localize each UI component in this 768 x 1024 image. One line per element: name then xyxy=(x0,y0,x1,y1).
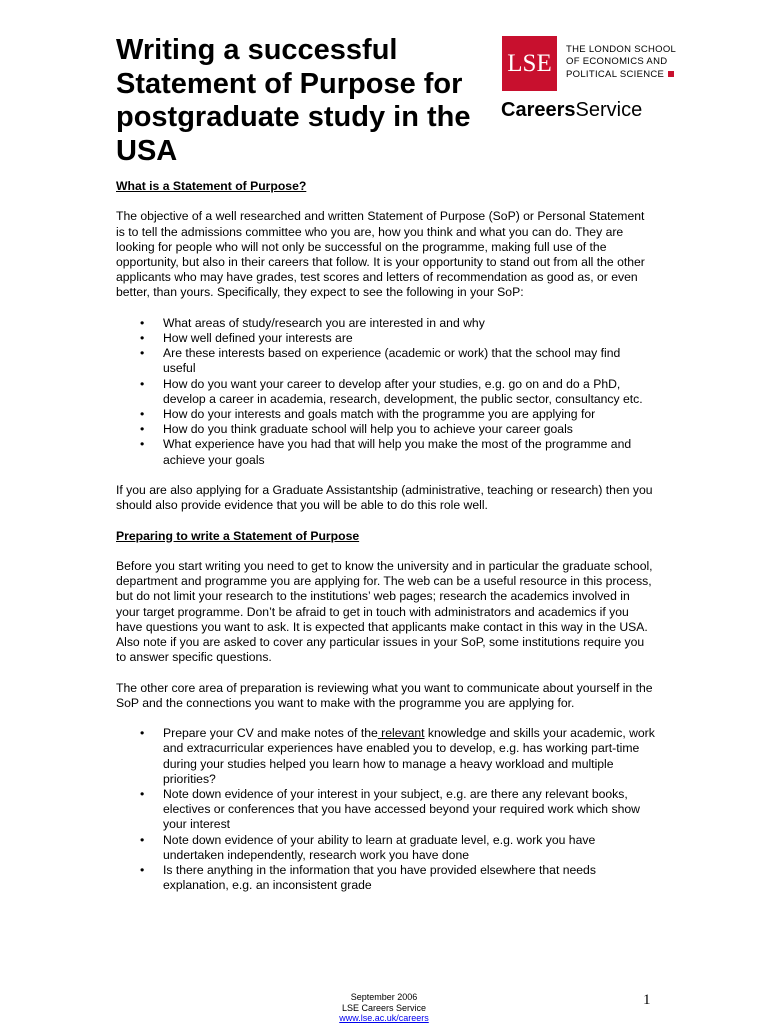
page-number: 1 xyxy=(643,992,651,1008)
bullet-list-preparation xyxy=(116,726,656,893)
list-item: • Note down evidence of your ability to learn at graduate level, e.g. work you have undertaken independently, research work you have done xyxy=(116,833,656,863)
paragraph: If you are also applying for a Graduate Assistantship (administrative, teaching or research) then you should also provide evidence that you will be able to do this role well. xyxy=(116,483,653,513)
logo-line-1: THE LONDON SCHOOL xyxy=(566,44,677,55)
lse-logo-wordmark xyxy=(566,44,676,81)
list-item: • How well defined your interests are xyxy=(116,331,656,346)
careers-service-label: CareersService xyxy=(501,99,643,121)
logo-line-2: OF ECONOMICS AND xyxy=(566,56,668,68)
list-item: • Prepare your CV and make notes of the relevant knowledge and skills your academic, work and extracurricular experiences have enabled you to develop, e.g. has working part-time during your studies helped you learn how to manage a heavy workload and multiple priorities? xyxy=(116,726,656,787)
logo-line-3: POLITICAL SCIENCE xyxy=(566,69,676,81)
list-item: • How do your interests and goals match with the programme you are applying for xyxy=(116,407,656,422)
list-item: • Note down evidence of your interest in your subject, e.g. are there any relevant books, electives or conferences that you have accessed beyond your required work which show your interest xyxy=(116,787,656,833)
paragraph: The other core area of preparation is reviewing what you want to communicate about yourself in the SoP and the connections you want to make with the programme you are applying for. xyxy=(116,680,653,710)
section-heading-preparing: Preparing to write a Statement of Purpose xyxy=(116,528,360,543)
list-item: • Is there anything in the information that you have provided elsewhere that needs explanation, e.g. an inconsistent grade xyxy=(116,863,656,893)
list-item: • What areas of study/research you are interested in and why xyxy=(116,316,656,331)
document-title: Writing a successful Statement of Purpose for postgraduate study in the USA xyxy=(116,34,471,167)
careers-link[interactable]: www.lse.ac.uk/careers xyxy=(339,1013,429,1024)
lse-logo: LSE xyxy=(502,36,557,91)
red-square-icon xyxy=(668,71,674,77)
paragraph: The objective of a well researched and written Statement of Purpose (SoP) or Personal Statement is to tell the admissions committee who you are, how you think and what you can do. They are looking for people who will not only be successful on the programme, making full use of the opportunity, but also in their careers that follow. It is your opportunity to stand out from all the other applicants who may have grades, test scores and letters of recommendation as good as, or even better, than yours. Specifically, they expect to see the following in your SoP: xyxy=(116,209,645,300)
document-body xyxy=(116,179,656,893)
page-footer xyxy=(0,992,768,1024)
list-item: • What experience have you had that will help you make the most of the programme and achieve your goals xyxy=(116,437,656,467)
list-item: • How do you want your career to develop after your studies, e.g. go on and do a PhD, develop a career in academia, research, development, the public sector, consultancy etc. xyxy=(116,377,656,407)
paragraph: Before you start writing you need to get to know the university and in particular the graduate school, department and programme you are applying for. The web can be a useful resource in this process, but do not limit your research to the institutions’ web pages; research the academics involved in your target programme. Don’t be afraid to get in touch with administrators and academics if you have questions you want to ask. It is expected that applicants make contact in this way in the USA. Also note if you are asked to cover any particular issues in your SoP, some institutions require you to answer specific questions. xyxy=(116,559,653,665)
list-item: • How do you think graduate school will help you to achieve your career goals xyxy=(116,422,656,437)
bullet-list-sop-contents xyxy=(116,316,656,468)
section-heading-what-is: What is a Statement of Purpose? xyxy=(116,179,307,193)
footer-org: LSE Careers Service xyxy=(341,1002,427,1013)
list-item: • Are these interests based on experience (academic or work) that the school may find useful xyxy=(116,346,656,376)
footer-date: September 2006 xyxy=(350,992,418,1002)
